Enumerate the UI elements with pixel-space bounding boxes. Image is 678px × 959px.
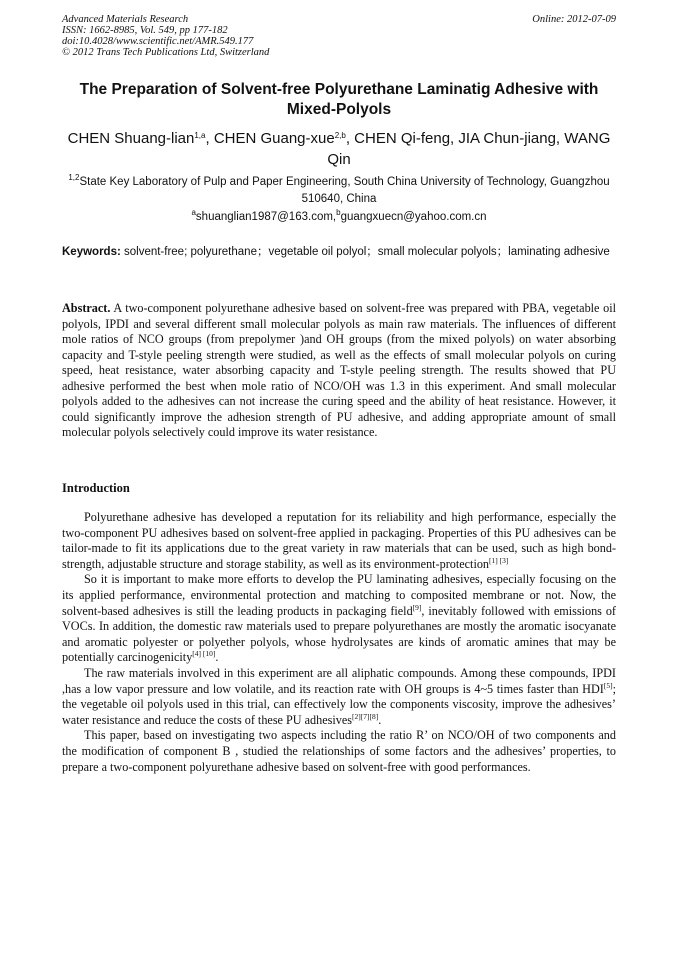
- paper-title: The Preparation of Solvent-free Polyurethane Laminatig Adhesive with Mixed-Polyols: [79, 81, 599, 118]
- paragraph: [62, 510, 616, 572]
- author-affil-marker: 2,b: [334, 131, 346, 140]
- email-marker: b: [336, 208, 341, 217]
- citation: [2][7][8]: [352, 711, 379, 721]
- citation: [4] [10]: [192, 649, 216, 659]
- section-heading: Introduction: [62, 481, 130, 495]
- abstract-label: Abstract.: [62, 301, 111, 315]
- paragraph: [62, 572, 616, 666]
- paragraph-text: .: [378, 712, 382, 727]
- paragraph-text: .: [215, 650, 219, 665]
- author-name: CHEN Shuang-lian: [67, 130, 195, 147]
- paragraph-text: The raw materials involved in this experiment are all aliphatic compounds. Among these compounds, IPDI ,has a low vapor pressure and low volatile, and its reaction rate with OH groups is 4~5 times faster than HDI: [62, 665, 616, 696]
- author-list: [62, 128, 616, 170]
- author-name: , CHEN Guang-xue: [205, 130, 335, 147]
- citation: [1] [3]: [489, 555, 509, 565]
- journal-header: [62, 14, 616, 58]
- email-address: guangxuecn@yahoo.com.cn: [340, 211, 487, 223]
- paragraph-text: , inevitably followed with emissions of VOCs. In addition, the domestic raw materials used to prepare polyurethanes are mostly the aromatic isocyanate and aromatic polyester or polyether polyols, whose hydrolysates are kinds of aromatic amines that may be potentially carcinogenicity: [62, 603, 616, 665]
- copyright-line: © 2012 Trans Tech Publications Ltd, Switzerland: [62, 47, 270, 58]
- issn-line: ISSN: 1662-8985, Vol. 549, pp 177-182: [62, 25, 228, 36]
- paragraph-text: ; the vegetable oil polyols used in this trial, can effectively low the components viscosity, improve the adhesives’ water resistance and reduce the costs of these PU adhesives: [62, 681, 616, 727]
- abstract-text: A two-component polyurethane adhesive based on solvent-free was prepared with PBA, vegetable oil polyols, IPDI and several different small molecular polyols as main raw materials. The influences of different mole ratios of NCO groups (from prepolymer )and OH groups (from the mixed polyols) on water absorbing capacity and T-style peeling strength were studied, as well as the effects of small molecular polyols on curing speed, heat resistance, water absorbing capacity and T-style peeling strength. The results showed that PU adhesive performed the best when mole ratio of NCO/OH was 1.3 in this experiment. And small molecular polyols added to the adhesives can not increase the curing speed and the ability of heat resistance. However, it could significantly improve the adhesion strength of PU adhesive, and adding appropriate amount of small molecular polyols selectively could improve its water resistance.: [62, 301, 616, 439]
- paragraph: [62, 666, 616, 728]
- doi-line: doi:10.4028/www.scientific.net/AMR.549.177: [62, 36, 254, 47]
- paragraph: [62, 728, 616, 775]
- citation: [9]: [412, 602, 422, 612]
- online-date: Online: 2012-07-09: [532, 14, 616, 25]
- keywords-label: Keywords:: [62, 246, 121, 258]
- keywords: [62, 240, 616, 264]
- affiliation-text: State Key Laboratory of Pulp and Paper Engineering, South China University of Technology, Guangzhou 510640, China: [79, 176, 610, 205]
- paragraph-text: This paper, based on investigating two aspects including the ratio R’ on NCO/OH of two components and the modification of component B , studied the relationships of some factors and the adhesives’ properties, to prepare a two-component polyurethane adhesive based on solvent-free with good performances.: [62, 728, 616, 774]
- email-address: shuanglian1987@163.com,: [195, 211, 337, 223]
- email-marker: a: [191, 208, 196, 217]
- email-line: [62, 209, 616, 226]
- author-affil-marker: 1,a: [194, 131, 206, 140]
- affiliation-marker: 1,2: [68, 173, 80, 182]
- paragraph-text: Polyurethane adhesive has developed a reputation for its reliability and high performance, especially the two-component PU adhesives based on solvent-free applied in packaging. Properties of this PU adhesives can be tailor-made to fit its applications due to the great variety in raw materials that can be used, such as high bond-strength, adjustable structure and storage stability, as well as its environment-protection: [62, 510, 616, 571]
- author-names-rest: , CHEN Qi-feng, JIA Chun-jiang, WANG Qin: [327, 130, 611, 168]
- keywords-text: solvent-free; polyurethane；vegetable oil polyol；small molecular polyols；laminating adhesive: [120, 246, 610, 258]
- introduction-body: [62, 510, 616, 775]
- journal-name: Advanced Materials Research: [62, 14, 189, 25]
- abstract: [62, 301, 616, 441]
- paragraph-text: So it is important to make more efforts to develop the PU laminating adhesives, especially focusing on the its applied performance, environmental protection and matching to composited membrane or not. Now, the solvent-based adhesives is still the leading products in packaging field: [62, 572, 616, 618]
- citation: [5]: [603, 680, 613, 690]
- affiliation: [62, 174, 616, 208]
